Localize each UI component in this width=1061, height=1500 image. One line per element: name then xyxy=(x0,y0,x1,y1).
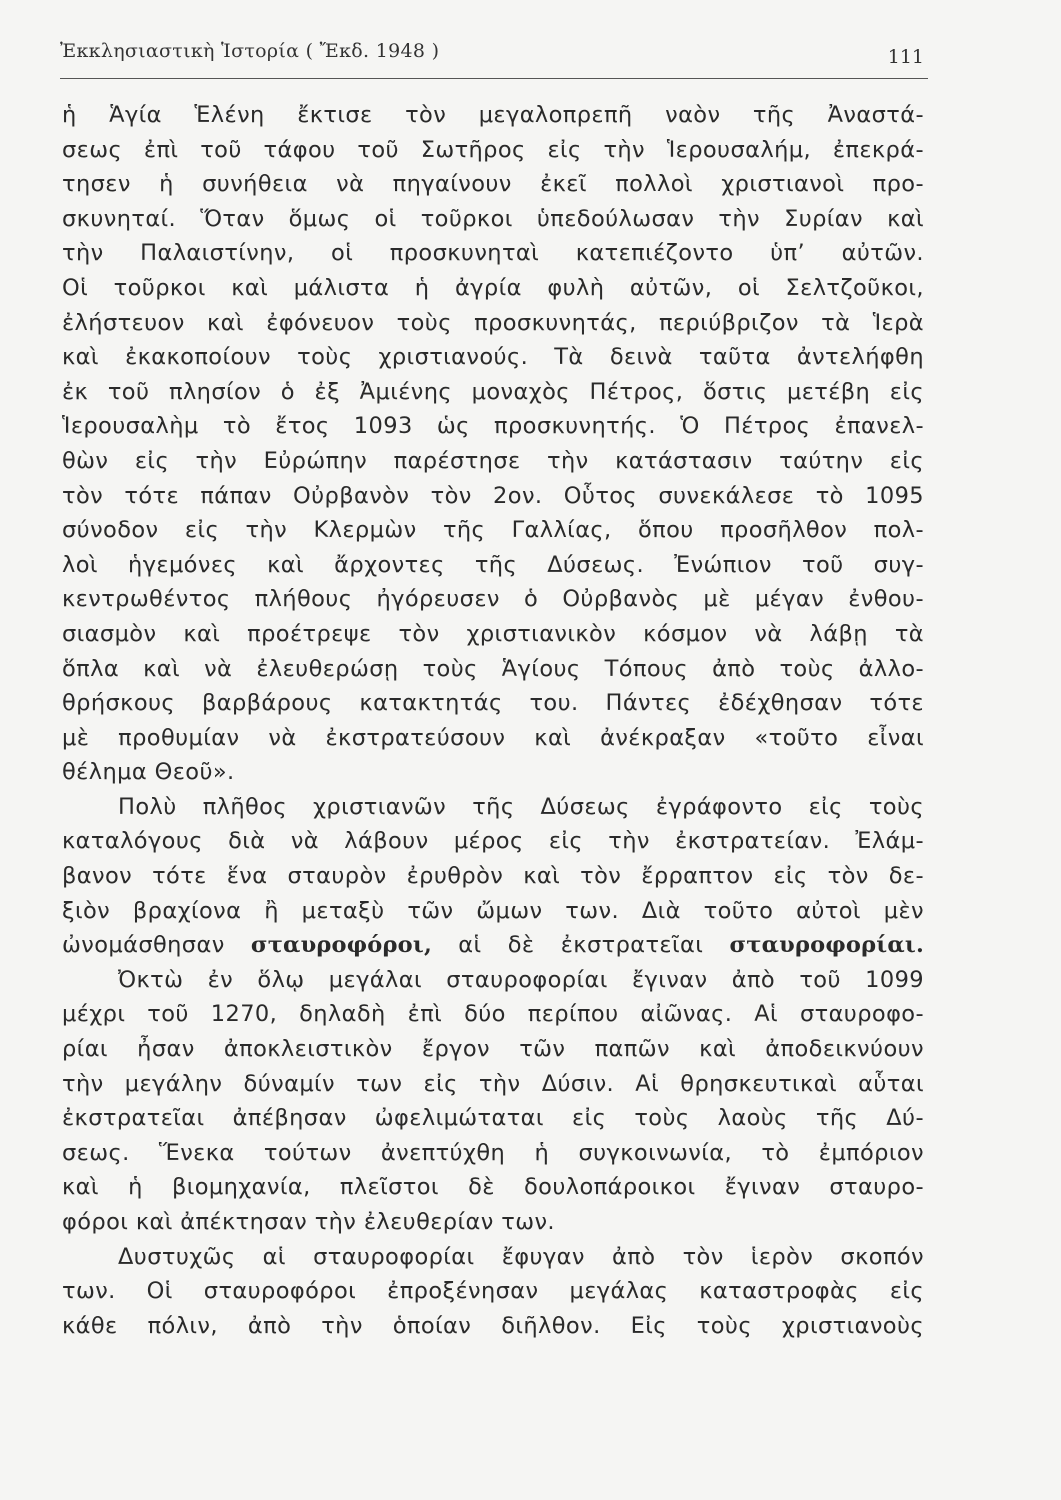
bold-term-crusaders: σταυροφόροι, xyxy=(250,932,433,959)
text-line: Ὀκτὼ ἐν ὅλῳ μεγάλαι σταυροφορίαι ἔγιναν ἀπὸ τοῦ 1099 xyxy=(118,966,924,993)
text-line: ἐκστρατεῖαι ἀπέβησαν ὠφελιμώταται εἰς τοὺς λαοὺς τῆς Δύ- xyxy=(62,1105,924,1132)
text-line: μέχρι τοῦ 1270, δηλαδὴ ἐπὶ δύο περίπου αἰῶνας. Αἱ σταυροφο- xyxy=(62,1001,924,1028)
text-line-with-bold-terms xyxy=(62,928,924,963)
text-line: κάθε πόλιν, ἀπὸ τὴν ὁποίαν διῆλθον. Εἰς τοὺς χριστιανοὺς xyxy=(62,1312,924,1339)
text-line: των. Οἱ σταυροφόροι ἐπροξένησαν μεγάλας καταστροφὰς εἰς xyxy=(62,1278,924,1305)
text-line: ἐλήστευον καὶ ἐφόνευον τοὺς προσκυνητάς, περιύβριζον τὰ Ἱερὰ xyxy=(62,309,924,336)
text-line: θέλημα Θεοῦ». xyxy=(62,759,235,786)
text-segment: ὠνομάσθησαν xyxy=(62,932,251,959)
text-line: ὅπλα καὶ νὰ ἐλευθερώσῃ τοὺς Ἁγίους Τόπους ἀπὸ τοὺς ἀλλο- xyxy=(62,655,924,682)
text-line: κεντρωθέντος πλήθους ἠγόρευσεν ὁ Οὐρβανὸς μὲ μέγαν ἐνθου- xyxy=(62,586,924,613)
text-line: καταλόγους διὰ νὰ λάβουν μέρος εἰς τὴν ἐκστρατείαν. Ἐλάμ- xyxy=(62,828,924,855)
text-line: ξιὸν βραχίονα ἢ μεταξὺ τῶν ὤμων των. Διὰ τοῦτο αὐτοὶ μὲν xyxy=(62,897,924,924)
text-line: τὸν τότε πάπαν Οὐρβανὸν τὸν 2ον. Οὗτος συνεκάλεσε τὸ 1095 xyxy=(62,482,924,509)
text-line: μὲ προθυμίαν νὰ ἐκστρατεύσουν καὶ ἀνέκραξαν «τοῦτο εἶναι xyxy=(62,724,924,751)
text-line: σεως. Ἕνεκα τούτων ἀνεπτύχθη ἡ συγκοινωνία, τὸ ἐμπόριον xyxy=(62,1139,924,1166)
text-line: λοὶ ἡγεμόνες καὶ ἄρχοντες τῆς Δύσεως. Ἐνώπιον τοῦ συγ- xyxy=(62,551,924,578)
running-header xyxy=(60,38,928,79)
text-line: φόροι καὶ ἀπέκτησαν τὴν ἐλευθερίαν των. xyxy=(62,1209,555,1235)
text-line: ἡ Ἁγία Ἑλένη ἔκτισε τὸν μεγαλοπρεπῆ ναὸν τῆς Ἀναστά- xyxy=(62,102,924,128)
text-line: θὼν εἰς τὴν Εὐρώπην παρέστησε τὴν κατάστασιν ταύτην εἰς xyxy=(62,447,924,474)
body-text xyxy=(62,98,924,1343)
text-line: σκυνηταί. Ὅταν ὅμως οἱ τοῦρκοι ὑπεδούλωσαν τὴν Συρίαν καὶ xyxy=(62,205,924,232)
text-line: σεως ἐπὶ τοῦ τάφου τοῦ Σωτῆρος εἰς τὴν Ἱερουσαλήμ, ἐπεκρά- xyxy=(62,136,924,163)
text-line: καὶ ἡ βιομηχανία, πλεῖστοι δὲ δουλοπάροικοι ἔγιναν σταυρο- xyxy=(62,1174,924,1201)
text-line: τὴν Παλαιστίνην, οἱ προσκυνηταὶ κατεπιέζοντο ὑπ’ αὐτῶν. xyxy=(62,240,924,267)
text-line: Ἱερουσαλὴμ τὸ ἔτος 1093 ὡς προσκυνητής. Ὁ Πέτρος ἐπανελ- xyxy=(62,413,924,440)
text-line: ρίαι ἦσαν ἀποκλειστικὸν ἔργον τῶν παπῶν καὶ ἀποδεικνύουν xyxy=(62,1036,924,1063)
text-line: βανον τότε ἕνα σταυρὸν ἐρυθρὸν καὶ τὸν ἔρραπτον εἰς τὸν δε- xyxy=(62,863,924,890)
text-line: καὶ ἐκακοποίουν τοὺς χριστιανούς. Τὰ δεινὰ ταῦτα ἀντελήφθη xyxy=(62,344,924,371)
text-line: σύνοδον εἰς τὴν Κλερμὼν τῆς Γαλλίας, ὅπου προσῆλθον πολ- xyxy=(62,517,924,544)
text-line: τὴν μεγάλην δύναμίν των εἰς τὴν Δύσιν. Αἱ θρησκευτικαὶ αὗται xyxy=(62,1070,924,1097)
text-segment: αἱ δὲ ἐκστρατεῖαι xyxy=(432,932,730,959)
text-line: ἐκ τοῦ πλησίον ὁ ἐξ Ἀμιένης μοναχὸς Πέτρος, ὅστις μετέβη εἰς xyxy=(62,378,924,405)
text-line: τησεν ἡ συνήθεια νὰ πηγαίνουν ἐκεῖ πολλοὶ χριστιανοὶ προ- xyxy=(62,171,924,198)
text-line: θρήσκους βαρβάρους κατακτητάς του. Πάντες ἐδέχθησαν τότε xyxy=(62,690,924,717)
bold-term-crusades: σταυροφορίαι. xyxy=(729,932,924,959)
text-line: Δυστυχῶς αἱ σταυροφορίαι ἔφυγαν ἀπὸ τὸν ἱερὸν σκοπόν xyxy=(118,1243,924,1270)
running-title: Ἐκκλησιαστικὴ Ἱστορία ( Ἔκδ. 1948 ) xyxy=(60,40,440,62)
page-number: 111 xyxy=(887,46,924,68)
text-line: Οἱ τοῦρκοι καὶ μάλιστα ἡ ἀγρία φυλὴ αὐτῶν, οἱ Σελτζοῦκοι, xyxy=(62,274,924,301)
text-line: Πολὺ πλῆθος χριστιανῶν τῆς Δύσεως ἐγράφοντο εἰς τοὺς xyxy=(118,793,924,820)
text-line: σιασμὸν καὶ προέτρεψε τὸν χριστιανικὸν κόσμον νὰ λάβῃ τὰ xyxy=(62,620,924,647)
